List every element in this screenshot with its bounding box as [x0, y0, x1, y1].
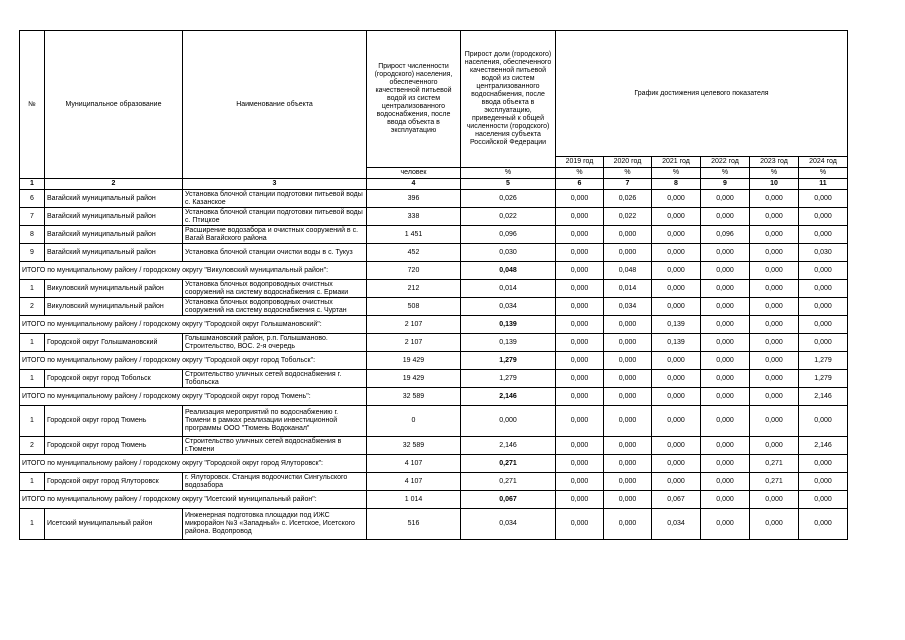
year-value: 0,000 — [750, 280, 799, 298]
year-value: 0,000 — [799, 316, 848, 334]
object-name: Расширение водозабора и очистных сооружений в с. Вагай Вагайского района — [183, 226, 367, 244]
object-name: Голышмановский район, р.п. Голышманово. Строительство, ВОС. 2-я очередь — [183, 334, 367, 352]
column-number: 6 — [556, 179, 604, 190]
year-value: 0,000 — [556, 298, 604, 316]
table-row — [20, 280, 848, 298]
object-name: г. Ялуторовск. Станция водоочистки Сингульского водозабора — [183, 473, 367, 491]
row-number: 6 — [20, 190, 45, 208]
column-number: 4 — [367, 179, 461, 190]
table-row — [20, 334, 848, 352]
year-value: 0,000 — [556, 244, 604, 262]
year-value: 0,000 — [701, 280, 750, 298]
total-label: ИТОГО по муниципальному району / городскому округу "Городской округ город Ялуторовск": — [20, 455, 367, 473]
unit-percent: % — [604, 168, 652, 179]
year-value: 0,000 — [652, 280, 701, 298]
year-value: 0,000 — [750, 226, 799, 244]
year-value: 0,034 — [652, 509, 701, 540]
header-year: 2024 год — [799, 157, 848, 168]
year-value: 0,000 — [750, 437, 799, 455]
year-value: 0,000 — [701, 370, 750, 388]
year-value: 0,000 — [556, 226, 604, 244]
year-value: 0,000 — [652, 208, 701, 226]
year-value: 0,048 — [604, 262, 652, 280]
year-value: 0,000 — [750, 208, 799, 226]
municipality-name: Городской округ Голышмановский — [45, 334, 183, 352]
municipality-name: Городской округ город Тобольск — [45, 370, 183, 388]
total-label: ИТОГО по муниципальному району / городскому округу "Городской округ Голышмановский": — [20, 316, 367, 334]
header-year: 2023 год — [750, 157, 799, 168]
year-value: 0,000 — [652, 226, 701, 244]
year-value: 0,000 — [604, 406, 652, 437]
table-row — [20, 406, 848, 437]
year-value: 0,000 — [701, 491, 750, 509]
year-value: 0,000 — [701, 334, 750, 352]
year-value: 0,000 — [556, 208, 604, 226]
year-value: 0,000 — [604, 509, 652, 540]
year-value: 0,030 — [799, 244, 848, 262]
year-value: 0,000 — [556, 509, 604, 540]
unit-percent: % — [701, 168, 750, 179]
people-count: 1 451 — [367, 226, 461, 244]
header-year: 2021 год — [652, 157, 701, 168]
year-value: 0,000 — [799, 491, 848, 509]
share-value: 0,271 — [461, 473, 556, 491]
people-count: 508 — [367, 298, 461, 316]
people-count: 19 429 — [367, 370, 461, 388]
year-value: 0,000 — [652, 473, 701, 491]
header-schedule: График достижения целевого показателя — [556, 31, 848, 157]
share-value: 0,067 — [461, 491, 556, 509]
object-name: Строительство уличных сетей водоснабжения г. Тобольска — [183, 370, 367, 388]
year-value: 0,000 — [750, 491, 799, 509]
year-value: 0,034 — [604, 298, 652, 316]
year-value: 0,000 — [799, 509, 848, 540]
object-name: Установка блочной станции подготовки питьевой воды с. Казанское — [183, 190, 367, 208]
year-value: 0,000 — [799, 280, 848, 298]
table-row — [20, 370, 848, 388]
people-count: 452 — [367, 244, 461, 262]
year-value: 0,000 — [750, 298, 799, 316]
total-label: ИТОГО по муниципальному району / городскому округу "Городской округ город Тюмень": — [20, 388, 367, 406]
share-value: 2,146 — [461, 437, 556, 455]
year-value: 0,000 — [799, 455, 848, 473]
year-value: 0,096 — [701, 226, 750, 244]
people-count: 0 — [367, 406, 461, 437]
year-value: 0,000 — [556, 437, 604, 455]
unit-percent: % — [556, 168, 604, 179]
header-year: 2019 год — [556, 157, 604, 168]
year-value: 0,000 — [799, 298, 848, 316]
people-count: 32 589 — [367, 388, 461, 406]
column-number: 7 — [604, 179, 652, 190]
year-value: 0,139 — [652, 316, 701, 334]
year-value: 0,000 — [556, 491, 604, 509]
municipality-name: Городской округ город Тюмень — [45, 437, 183, 455]
people-count: 212 — [367, 280, 461, 298]
row-number: 1 — [20, 509, 45, 540]
municipality-name: Вагайский муниципальный район — [45, 244, 183, 262]
year-value: 0,000 — [799, 190, 848, 208]
share-value: 1,279 — [461, 370, 556, 388]
people-count: 396 — [367, 190, 461, 208]
municipality-name: Вагайский муниципальный район — [45, 208, 183, 226]
year-value: 0,000 — [701, 473, 750, 491]
year-value: 0,000 — [652, 388, 701, 406]
row-number: 2 — [20, 298, 45, 316]
object-name: Установка блочных водопроводных очистных сооружений на систему водоснабжения с. Чуртан — [183, 298, 367, 316]
year-value: 1,279 — [799, 370, 848, 388]
header-pop-growth: Прирост численности (городского) населения, обеспеченного качественной питьевой водой из систем централизованного водоснабжения, после ввода объекта в эксплуатацию — [367, 31, 461, 168]
row-number: 8 — [20, 226, 45, 244]
total-row — [20, 352, 848, 370]
header-municipality: Муниципальное образование — [45, 31, 183, 179]
object-name: Установка блочных водопроводных очистных сооружений на систему водоснабжения с. Ермаки — [183, 280, 367, 298]
column-numbers-row — [20, 179, 848, 190]
table-row — [20, 298, 848, 316]
year-value: 0,000 — [652, 352, 701, 370]
year-value: 0,000 — [701, 352, 750, 370]
people-count: 720 — [367, 262, 461, 280]
year-value: 0,000 — [701, 190, 750, 208]
share-value: 0,139 — [461, 334, 556, 352]
table-body — [20, 190, 848, 540]
unit-people: человек — [367, 168, 461, 179]
header-num: № — [20, 31, 45, 179]
object-name: Инженерная подготовка площадки под ИЖС микрорайон №3 «Западный» с. Исетское, Исетского района. Водопровод — [183, 509, 367, 540]
people-count: 19 429 — [367, 352, 461, 370]
unit-percent: % — [750, 168, 799, 179]
year-value: 0,000 — [556, 334, 604, 352]
object-name: Установка блочной станции очистки воды в с. Тукуз — [183, 244, 367, 262]
year-value: 0,026 — [604, 190, 652, 208]
column-number: 10 — [750, 179, 799, 190]
people-count: 1 014 — [367, 491, 461, 509]
year-value: 0,000 — [750, 388, 799, 406]
row-number: 1 — [20, 334, 45, 352]
year-value: 0,271 — [750, 455, 799, 473]
row-number: 1 — [20, 473, 45, 491]
year-value: 0,000 — [604, 473, 652, 491]
object-name: Установка блочной станции подготовки питьевой воды с. Птицкое — [183, 208, 367, 226]
people-count: 4 107 — [367, 455, 461, 473]
year-value: 0,000 — [701, 455, 750, 473]
total-label: ИТОГО по муниципальному району / городскому округу "Викуловский муниципальный район": — [20, 262, 367, 280]
people-count: 32 589 — [367, 437, 461, 455]
column-number: 2 — [45, 179, 183, 190]
municipality-name: Викуловский муниципальный район — [45, 280, 183, 298]
year-value: 0,000 — [799, 208, 848, 226]
people-count: 2 107 — [367, 334, 461, 352]
year-value: 0,000 — [701, 437, 750, 455]
column-number: 11 — [799, 179, 848, 190]
share-value: 0,139 — [461, 316, 556, 334]
share-value: 0,048 — [461, 262, 556, 280]
year-value: 0,271 — [750, 473, 799, 491]
column-number: 1 — [20, 179, 45, 190]
year-value: 0,000 — [652, 370, 701, 388]
year-value: 0,000 — [799, 473, 848, 491]
year-value: 0,000 — [750, 190, 799, 208]
municipality-name: Городской округ город Ялуторовск — [45, 473, 183, 491]
column-number: 8 — [652, 179, 701, 190]
year-value: 0,000 — [556, 280, 604, 298]
unit-percent: % — [461, 168, 556, 179]
people-count: 338 — [367, 208, 461, 226]
year-value: 0,000 — [652, 298, 701, 316]
municipality-name: Вагайский муниципальный район — [45, 226, 183, 244]
municipality-name: Городской округ город Тюмень — [45, 406, 183, 437]
table-row — [20, 208, 848, 226]
year-value: 0,000 — [556, 370, 604, 388]
total-row — [20, 491, 848, 509]
year-value: 0,000 — [750, 509, 799, 540]
unit-percent: % — [799, 168, 848, 179]
year-value: 0,000 — [652, 244, 701, 262]
year-value: 0,000 — [701, 316, 750, 334]
year-value: 0,000 — [556, 190, 604, 208]
share-value: 1,279 — [461, 352, 556, 370]
row-number: 7 — [20, 208, 45, 226]
year-value: 0,000 — [604, 316, 652, 334]
table-row — [20, 190, 848, 208]
header-object: Наименование объекта — [183, 31, 367, 179]
year-value: 0,000 — [750, 262, 799, 280]
year-value: 0,000 — [652, 437, 701, 455]
people-count: 2 107 — [367, 316, 461, 334]
year-value: 0,000 — [556, 406, 604, 437]
table-row — [20, 226, 848, 244]
share-value: 0,096 — [461, 226, 556, 244]
share-value: 0,034 — [461, 509, 556, 540]
unit-percent: % — [652, 168, 701, 179]
year-value: 0,000 — [604, 244, 652, 262]
year-value: 0,000 — [750, 352, 799, 370]
year-value: 0,000 — [556, 455, 604, 473]
people-count: 516 — [367, 509, 461, 540]
year-value: 0,000 — [701, 208, 750, 226]
year-value: 0,000 — [556, 262, 604, 280]
year-value: 0,000 — [556, 352, 604, 370]
year-value: 0,000 — [701, 262, 750, 280]
total-label: ИТОГО по муниципальному району / городскому округу "Городской округ город Тобольск": — [20, 352, 367, 370]
year-value: 0,000 — [701, 509, 750, 540]
year-value: 0,000 — [556, 316, 604, 334]
year-value: 0,000 — [604, 352, 652, 370]
total-label: ИТОГО по муниципальному району / городскому округу "Исетский муниципальный район": — [20, 491, 367, 509]
share-value: 0,022 — [461, 208, 556, 226]
share-value: 0,271 — [461, 455, 556, 473]
year-value: 0,000 — [652, 406, 701, 437]
year-value: 0,000 — [652, 190, 701, 208]
municipality-name: Викуловский муниципальный район — [45, 298, 183, 316]
year-value: 0,000 — [799, 406, 848, 437]
share-value: 2,146 — [461, 388, 556, 406]
row-number: 1 — [20, 406, 45, 437]
table-row — [20, 473, 848, 491]
total-row — [20, 455, 848, 473]
column-number: 9 — [701, 179, 750, 190]
row-number: 1 — [20, 370, 45, 388]
table-row — [20, 437, 848, 455]
year-value: 0,000 — [750, 406, 799, 437]
year-value: 0,000 — [701, 388, 750, 406]
total-row — [20, 262, 848, 280]
year-value: 0,000 — [799, 334, 848, 352]
people-count: 4 107 — [367, 473, 461, 491]
year-value: 0,000 — [604, 388, 652, 406]
year-value: 0,000 — [750, 244, 799, 262]
year-value: 0,000 — [604, 491, 652, 509]
header-year: 2020 год — [604, 157, 652, 168]
target-indicator-table — [19, 30, 848, 540]
year-value: 0,000 — [701, 244, 750, 262]
column-number: 3 — [183, 179, 367, 190]
year-value: 0,000 — [604, 226, 652, 244]
row-number: 9 — [20, 244, 45, 262]
header-share-growth: Прирост доли (городского) населения, обеспеченного качественной питьевой водой из систем централизованного водоснабжения, после ввода объекта в эксплуатацию, приведенный к общей численности (городского) населения субъекта Российской Федерации — [461, 31, 556, 168]
year-value: 0,000 — [556, 473, 604, 491]
row-number: 1 — [20, 280, 45, 298]
year-value: 0,022 — [604, 208, 652, 226]
year-value: 0,000 — [799, 262, 848, 280]
share-value: 0,034 — [461, 298, 556, 316]
table-row — [20, 244, 848, 262]
year-value: 0,000 — [604, 455, 652, 473]
total-row — [20, 388, 848, 406]
year-value: 0,000 — [652, 262, 701, 280]
year-value: 0,000 — [701, 406, 750, 437]
column-number: 5 — [461, 179, 556, 190]
year-value: 1,279 — [799, 352, 848, 370]
year-value: 0,139 — [652, 334, 701, 352]
table-row — [20, 509, 848, 540]
year-value: 2,146 — [799, 437, 848, 455]
year-value: 0,067 — [652, 491, 701, 509]
table-header — [20, 31, 848, 190]
object-name: Реализация мероприятий по водоснабжению г. Тюмени в рамках реализации инвестиционной программы ООО "Тюмень Водоканал" — [183, 406, 367, 437]
object-name: Строительство уличных сетей водоснабжения в г.Тюмени — [183, 437, 367, 455]
year-value: 0,000 — [604, 334, 652, 352]
share-value: 0,000 — [461, 406, 556, 437]
year-value: 0,000 — [750, 370, 799, 388]
year-value: 0,000 — [750, 334, 799, 352]
year-value: 0,000 — [701, 298, 750, 316]
year-value: 0,000 — [799, 226, 848, 244]
year-value: 0,014 — [604, 280, 652, 298]
municipality-name: Исетский муниципальный район — [45, 509, 183, 540]
year-value: 0,000 — [556, 388, 604, 406]
share-value: 0,026 — [461, 190, 556, 208]
municipality-name: Вагайский муниципальный район — [45, 190, 183, 208]
total-row — [20, 316, 848, 334]
year-value: 0,000 — [750, 316, 799, 334]
year-value: 2,146 — [799, 388, 848, 406]
share-value: 0,014 — [461, 280, 556, 298]
header-year: 2022 год — [701, 157, 750, 168]
row-number: 2 — [20, 437, 45, 455]
year-value: 0,000 — [652, 455, 701, 473]
year-value: 0,000 — [604, 437, 652, 455]
share-value: 0,030 — [461, 244, 556, 262]
year-value: 0,000 — [604, 370, 652, 388]
document-sheet — [19, 30, 848, 540]
